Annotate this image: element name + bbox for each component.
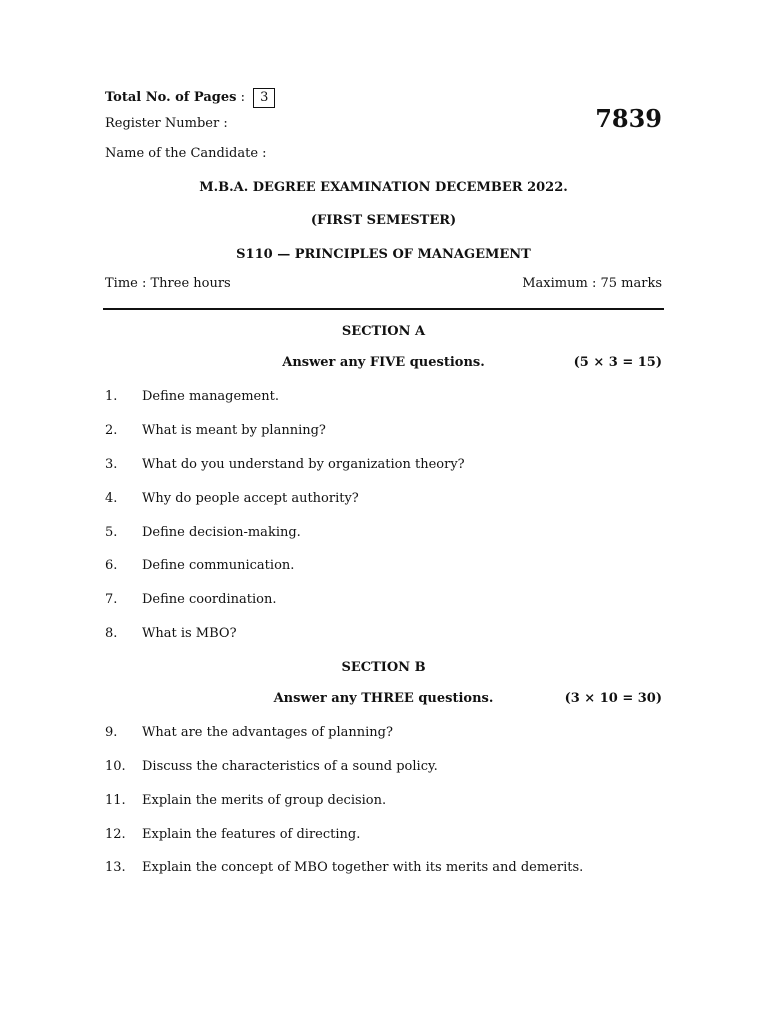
question-text: Explain the concept of MBO together with its merits and demerits. bbox=[142, 860, 584, 875]
question-number: 9. bbox=[105, 725, 118, 740]
section-a-marks: (5 × 3 = 15) bbox=[573, 355, 662, 370]
question-number: 5. bbox=[105, 525, 118, 540]
time-label: Time : Three hours bbox=[105, 276, 231, 291]
question-text: Define communication. bbox=[142, 558, 295, 573]
exam-paper bbox=[105, 0, 662, 1024]
question-number: 7. bbox=[105, 592, 118, 607]
total-pages-label: Total No. of Pages bbox=[105, 90, 237, 105]
question-text: Define decision-making. bbox=[142, 525, 301, 540]
total-pages-value: 3 bbox=[253, 88, 275, 108]
question-number: 10. bbox=[105, 759, 126, 774]
question-number: 12. bbox=[105, 827, 126, 842]
subject-title: S110 — PRINCIPLES OF MANAGEMENT bbox=[236, 247, 531, 262]
time-marks-row bbox=[105, 276, 662, 291]
register-number-label: Register Number : bbox=[105, 116, 228, 131]
question-text: Why do people accept authority? bbox=[142, 491, 359, 506]
question-text: Define coordination. bbox=[142, 592, 277, 607]
question-number: 3. bbox=[105, 457, 118, 472]
question-text: Define management. bbox=[142, 389, 279, 404]
header-divider bbox=[103, 308, 664, 310]
section-b-marks: (3 × 10 = 30) bbox=[564, 691, 662, 706]
question-text: Explain the features of directing. bbox=[142, 827, 361, 842]
question-number: 13. bbox=[105, 860, 126, 875]
question-text: What is meant by planning? bbox=[142, 423, 326, 438]
total-pages bbox=[105, 88, 275, 108]
question-number: 4. bbox=[105, 491, 118, 506]
question-number: 6. bbox=[105, 558, 118, 573]
exam-title: M.B.A. DEGREE EXAMINATION DECEMBER 2022. bbox=[199, 180, 568, 195]
question-number: 1. bbox=[105, 389, 118, 404]
question-text: What is MBO? bbox=[142, 626, 237, 641]
question-text: Discuss the characteristics of a sound policy. bbox=[142, 759, 438, 774]
question-text: What do you understand by organization theory? bbox=[142, 457, 465, 472]
question-text: What are the advantages of planning? bbox=[142, 725, 393, 740]
question-number: 11. bbox=[105, 793, 126, 808]
candidate-name-label: Name of the Candidate : bbox=[105, 146, 267, 161]
section-b-instruction: Answer any THREE questions. bbox=[273, 691, 494, 706]
semester-label: (FIRST SEMESTER) bbox=[310, 213, 457, 228]
section-a-instruction: Answer any FIVE questions. bbox=[282, 355, 485, 370]
question-number: 8. bbox=[105, 626, 118, 641]
exam-code: 7839 bbox=[595, 104, 662, 133]
section-a-title: SECTION A bbox=[341, 324, 426, 339]
question-text: Explain the merits of group decision. bbox=[142, 793, 387, 808]
question-number: 2. bbox=[105, 423, 118, 438]
total-pages-separator: : bbox=[240, 90, 245, 105]
section-b-title: SECTION B bbox=[341, 660, 426, 675]
max-marks-label: Maximum : 75 marks bbox=[522, 276, 662, 291]
